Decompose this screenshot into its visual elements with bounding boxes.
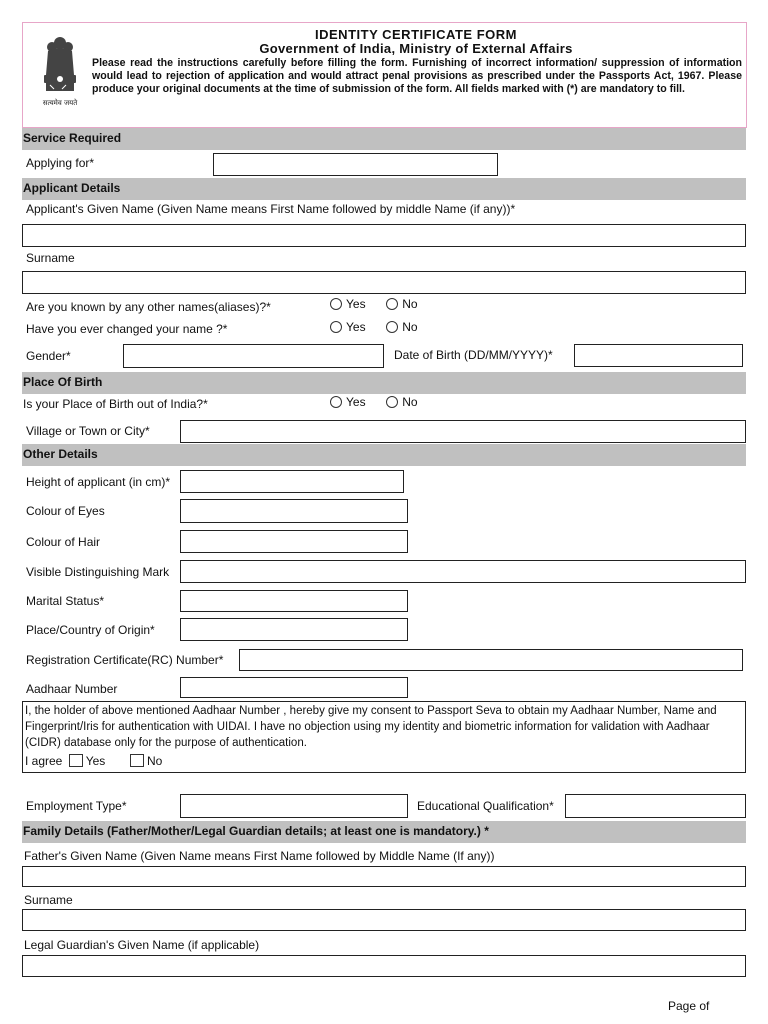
given-name-input[interactable] [22,224,746,247]
consent-agree-row [25,753,743,769]
consent-yes-checkbox[interactable] [69,754,83,767]
section-other-details: Other Details [22,444,746,466]
section-family-details: Family Details (Father/Mother/Legal Guardian details; at least one is mandatory.) * [22,821,746,843]
changed-name-radio-group [330,320,418,334]
aadhaar-consent-box [22,701,746,773]
guardian-name-label: Legal Guardian's Given Name (if applicable) [24,938,260,952]
gender-label: Gender* [26,349,71,363]
consent-agree-label: I agree [25,754,63,768]
birth-abroad-no-label: No [402,395,418,409]
birth-abroad-label: Is your Place of Birth out of India?* [23,397,208,411]
aadhaar-input[interactable] [180,677,408,698]
changed-name-no-radio[interactable] [386,321,398,333]
gender-input[interactable] [123,344,384,368]
applying-for-label: Applying for* [26,156,95,170]
father-name-label: Father's Given Name (Given Name means First Name followed by Middle Name (If any)) [24,849,495,863]
form-subtitle: Government of India, Ministry of External Affairs [259,41,573,56]
birth-abroad-yes-radio[interactable] [330,396,342,408]
aliases-no-label: No [402,297,418,311]
family-surname-input[interactable] [22,909,746,931]
birth-abroad-radio-group [330,395,418,409]
emblem-motto: सत्यमेव जयते [42,99,78,107]
birth-abroad-no-radio[interactable] [386,396,398,408]
village-label: Village or Town or City* [26,424,150,438]
national-emblem-icon [38,33,82,109]
changed-name-no-label: No [402,320,418,334]
family-surname-label: Surname [24,893,73,907]
aadhaar-consent-text: I, the holder of above mentioned Aadhaar Number , hereby give my consent to Passport Seva to obtain my Aadhaar Number, Name and Fingerprint/Iris for authentication with UIDAI. I have no objection using my identity and biometric information for validation with Aadhaar (CIDR) database only for the purpose of authentication. [25,705,717,749]
surname-input[interactable] [22,271,746,294]
form-instructions: Please read the instructions carefully before filling the form. Furnishing of incorrect information/ suppression of information would lead to rejection of application and would attract penal provisions as prescribed under the Passports Act, 1967. Please produce your original documents at the time of submission of the form. All fields marked with (*) are mandatory to fill. [92,57,742,95]
aliases-label: Are you known by any other names(aliases)?* [26,300,271,314]
height-label: Height of applicant (in cm)* [26,475,171,489]
dob-label: Date of Birth (DD/MM/YYYY)* [394,348,553,362]
consent-no-checkbox[interactable] [130,754,144,767]
birth-abroad-yes-label: Yes [346,395,366,409]
section-service-required: Service Required [22,128,746,150]
guardian-name-input[interactable] [22,955,746,977]
consent-yes-label: Yes [85,754,106,768]
marital-input[interactable] [180,590,408,612]
aliases-yes-radio[interactable] [330,298,342,310]
height-input[interactable] [180,470,404,493]
origin-label: Place/Country of Origin* [26,623,155,637]
rc-number-input[interactable] [239,649,743,671]
eyes-label: Colour of Eyes [26,504,105,518]
hair-label: Colour of Hair [26,535,101,549]
changed-name-yes-radio[interactable] [330,321,342,333]
applying-for-input[interactable] [213,153,498,176]
section-place-of-birth: Place Of Birth [22,372,746,394]
form-title: IDENTITY CERTIFICATE FORM [315,27,517,42]
aliases-no-radio[interactable] [386,298,398,310]
education-label: Educational Qualification* [417,799,554,813]
aliases-radio-group [330,297,418,311]
aadhaar-label: Aadhaar Number [26,682,118,696]
aliases-yes-label: Yes [346,297,366,311]
mark-label: Visible Distinguishing Mark [26,565,170,579]
dob-input[interactable] [574,344,743,367]
changed-name-label: Have you ever changed your name ?* [26,322,228,336]
village-input[interactable] [180,420,746,443]
education-input[interactable] [565,794,746,818]
father-name-input[interactable] [22,866,746,887]
mark-input[interactable] [180,560,746,583]
employment-label: Employment Type* [26,799,127,813]
surname-label: Surname [26,251,75,265]
section-applicant-details: Applicant Details [22,178,746,200]
given-name-label: Applicant's Given Name (Given Name means First Name followed by middle Name (if any))* [26,202,516,216]
employment-input[interactable] [180,794,408,818]
changed-name-yes-label: Yes [346,320,366,334]
page-number: Page of [668,999,710,1013]
hair-input[interactable] [180,530,408,553]
rc-number-label: Registration Certificate(RC) Number* [26,653,224,667]
eyes-input[interactable] [180,499,408,523]
origin-input[interactable] [180,618,408,641]
consent-no-label: No [146,754,163,768]
marital-label: Marital Status* [26,594,105,608]
